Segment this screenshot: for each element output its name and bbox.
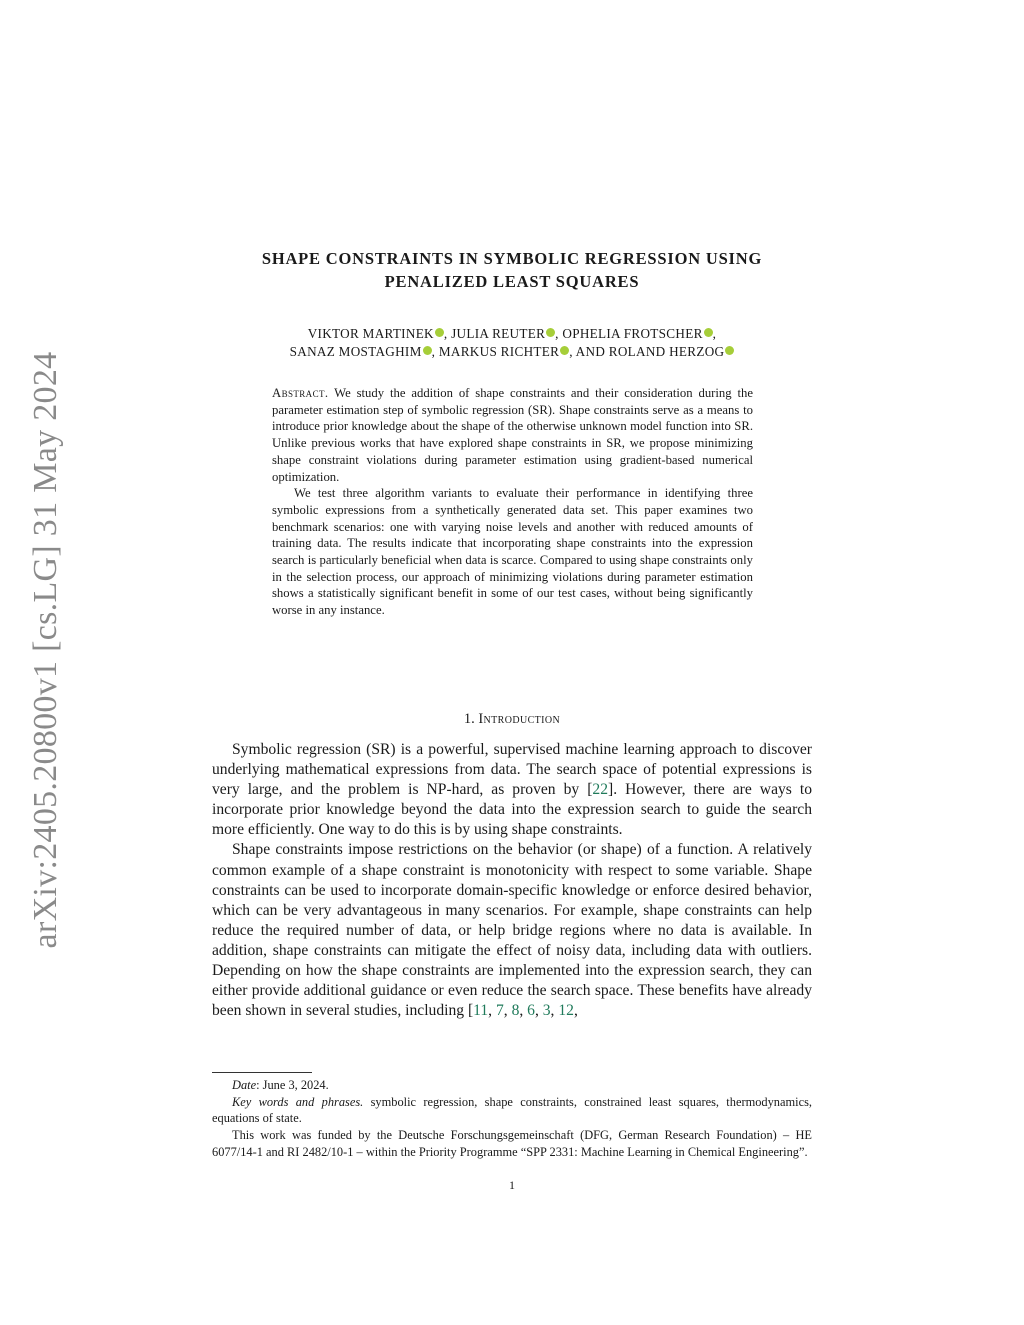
section-heading-introduction xyxy=(200,711,824,728)
orcid-icon[interactable] xyxy=(546,328,555,337)
orcid-icon[interactable] xyxy=(435,328,444,337)
author-name: SANAZ MOSTAGHIM xyxy=(289,344,422,359)
intro-text: Shape constraints impose restrictions on the behavior (or shape) of a function. A relatively common example of a shape constraint is monotonicity with respect to some variable. Shape constraints can be used to incorporate domain-specific knowledge or enforce desired behavior, which can be very advantageous in many scenarios. For example, shape constraints can help reduce the required number of data, or help bridge regions where no data is available. In addition, shape constraints can mitigate the effect of noisy data, including data with outliers. Depending on how the shape constraints are implemented into the expression search, they can either provide additional guidance or even reduce the search space. These benefits have already been shown in several studies, including [ xyxy=(212,841,812,1020)
author-line-2 xyxy=(200,343,824,361)
citation-trailing: , xyxy=(573,1002,578,1020)
abstract xyxy=(272,385,753,619)
orcid-icon[interactable] xyxy=(560,346,569,355)
citation-link[interactable]: 22 xyxy=(592,781,609,799)
author-separator: , xyxy=(431,344,439,359)
orcid-icon[interactable] xyxy=(725,346,734,355)
citation-separator: , xyxy=(550,1002,559,1020)
author-separator: , xyxy=(443,326,452,341)
footnote-funding: This work was funded by the Deutsche Forschungsgemeinschaft (DFG, German Research Foundation) – HE 6077/14-1 and RI 2482/10-1 – within the Priority Programme “SPP 2331: Machine Learning in Chemical Engineering”. xyxy=(212,1128,812,1159)
orcid-icon[interactable] xyxy=(423,346,432,355)
footnote-rule xyxy=(212,1072,312,1073)
citation-link[interactable]: 11 xyxy=(473,1002,489,1020)
citation-separator: , xyxy=(503,1002,512,1020)
arxiv-identifier[interactable]: arXiv:2405.20800v1 [cs.LG] 31 May 2024 xyxy=(27,351,64,949)
abstract-paragraph-2: We test three algorithm variants to evaluate their performance in identifying three symbolic expressions from a synthetically generated data set. This paper examines two benchmark scenarios: one with varying noise levels and another with reduced amounts of training data. The results indicate that incorporating shape constraints into the expression search is particularly beneficial when data is scarce. Compared to using shape constraints only in the selection process, our approach of minimizing violations during parameter estimation shows a statistically significant benefit in some of our test cases, without being significantly worse in any instance. xyxy=(272,486,753,618)
footnote-date xyxy=(212,1077,812,1094)
date-value: : June 3, 2024. xyxy=(256,1078,329,1092)
author-name: ROLAND HERZOG xyxy=(608,344,725,359)
abstract-paragraph-1 xyxy=(272,385,753,485)
orcid-icon[interactable] xyxy=(704,328,713,337)
keywords-value: symbolic regression, shape constraints, constrained least squares, thermodynamics, equations of state. xyxy=(212,1094,812,1126)
abstract-heading: Abstract. xyxy=(272,386,329,400)
citation-link[interactable]: 8 xyxy=(511,1002,520,1020)
intro-text: Symbolic regression (SR) is a powerful, supervised machine learning approach to discover underlying mathematical expressions from data. The search space of potential expressions is very large, and the problem is NP-hard, as proven by [ xyxy=(212,741,812,799)
footnote-keywords xyxy=(212,1094,812,1127)
section-title: Introduction xyxy=(478,711,561,727)
author-separator: , xyxy=(555,326,563,341)
author-name: OPHELIA FROTSCHER xyxy=(562,326,703,341)
citation-link[interactable]: 7 xyxy=(495,1002,504,1020)
title-line-1: SHAPE CONSTRAINTS IN SYMBOLIC REGRESSION USING xyxy=(261,249,763,268)
footnotes xyxy=(212,1077,812,1161)
section-number: 1. xyxy=(463,711,475,727)
citation-separator: , xyxy=(519,1002,528,1020)
author-separator: , AND xyxy=(569,344,609,359)
page-number: 1 xyxy=(509,1178,515,1192)
abstract-text-1: We study the addition of shape constraints and their consideration during the parameter estimation step of symbolic regression (SR). Shape constraints serve as a means to introduce prior knowledge about the shape of the otherwise unknown model function into SR. Unlike previous works that have explored shape constraints in SR, we propose minimizing shape constraint violations during parameter estimation using gradient-based numerical optimization. xyxy=(272,386,753,484)
introduction-body xyxy=(212,740,812,1021)
citation-link[interactable]: 12 xyxy=(558,1002,574,1020)
paper-title xyxy=(200,247,824,293)
author-line-1 xyxy=(200,325,824,343)
author-name: JULIA REUTER xyxy=(451,326,546,341)
author-separator: , xyxy=(712,326,717,341)
citation-link[interactable]: 3 xyxy=(542,1002,551,1020)
author-name: VIKTOR MARTINEK xyxy=(307,326,434,341)
keywords-label: Key words and phrases. xyxy=(232,1094,364,1109)
intro-paragraph-2 xyxy=(212,840,812,1021)
citation-separator: , xyxy=(488,1002,496,1020)
author-list xyxy=(200,325,824,361)
date-label: Date xyxy=(232,1078,257,1092)
intro-paragraph-1 xyxy=(212,740,812,840)
citation-link[interactable]: 6 xyxy=(527,1002,535,1020)
author-name: MARKUS RICHTER xyxy=(438,344,560,359)
title-line-2: PENALIZED LEAST SQUARES xyxy=(384,272,640,291)
citation-separator: , xyxy=(534,1002,543,1020)
intro-text: ]. However, there are ways to incorporate prior knowledge beyond the data into the expression search to guide the search more efficiently. One way to do this is by using shape constraints. xyxy=(212,781,813,839)
